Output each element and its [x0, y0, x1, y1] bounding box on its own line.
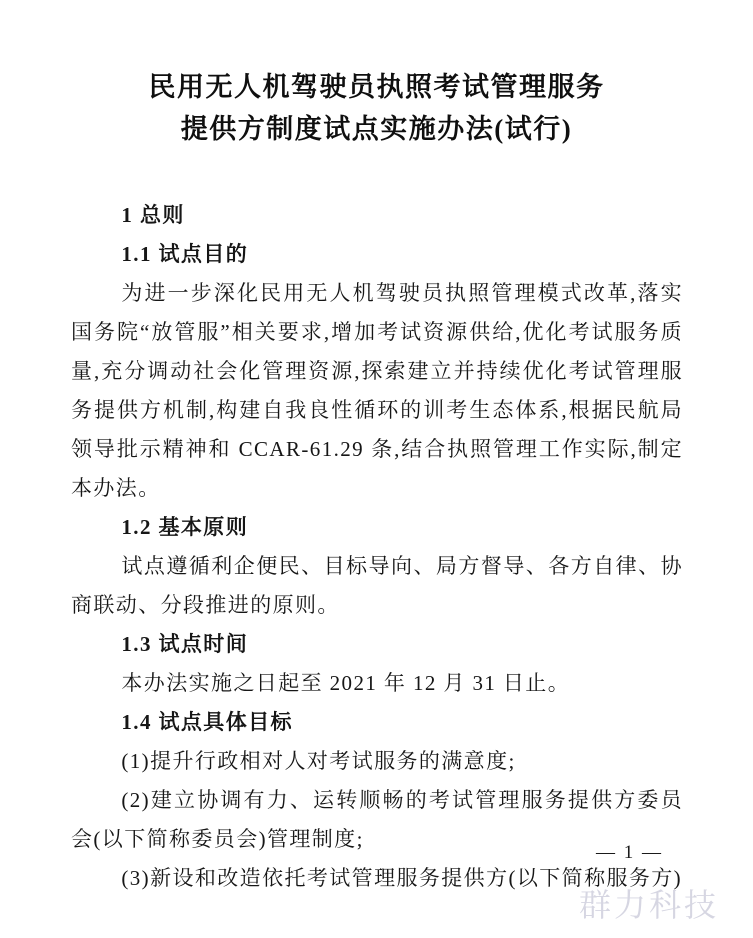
section-heading: 1.2 基本原则	[121, 515, 249, 539]
document-body	[71, 196, 683, 898]
section-heading: 1 总则	[121, 203, 185, 227]
page-number: — 1 —	[596, 842, 663, 863]
body-paragraph: (3)新设和改造依托考试管理服务提供方(以下简称服务方)	[121, 866, 683, 890]
section-heading: 1.3 试点时间	[121, 632, 249, 656]
body-paragraph: 试点遵循利企便民、目标导向、局方督导、各方自律、协商联动、分段推进的原则。	[71, 554, 683, 617]
body-paragraph: (2)建立协调有力、运转顺畅的考试管理服务提供方委员会(以下简称委员会)管理制度;	[71, 788, 683, 851]
document-title	[0, 66, 753, 150]
watermark-text: 群力科技	[578, 887, 719, 923]
section-heading: 1.4 试点具体目标	[121, 710, 293, 734]
body-paragraph: 为进一步深化民用无人机驾驶员执照管理模式改革,落实国务院“放管服”相关要求,增加考试资源供给,优化考试服务质量,充分调动社会化管理资源,探索建立并持续优化考试管理服务提供方机制,构建自我良性循环的训考生态体系,根据民航局领导批示精神和 CCAR-61.29 条,结合执照管理工作实际,制定本办法。	[71, 281, 683, 500]
document-title-line-1: 民用无人机驾驶员执照考试管理服务	[148, 72, 605, 102]
body-paragraph: (1)提升行政相对人对考试服务的满意度;	[121, 749, 516, 773]
document-title-line-2: 提供方制度试点实施办法(试行)	[180, 114, 573, 144]
body-paragraph: 本办法实施之日起至 2021 年 12 月 31 日止。	[121, 671, 571, 695]
section-heading: 1.1 试点目的	[121, 242, 249, 266]
